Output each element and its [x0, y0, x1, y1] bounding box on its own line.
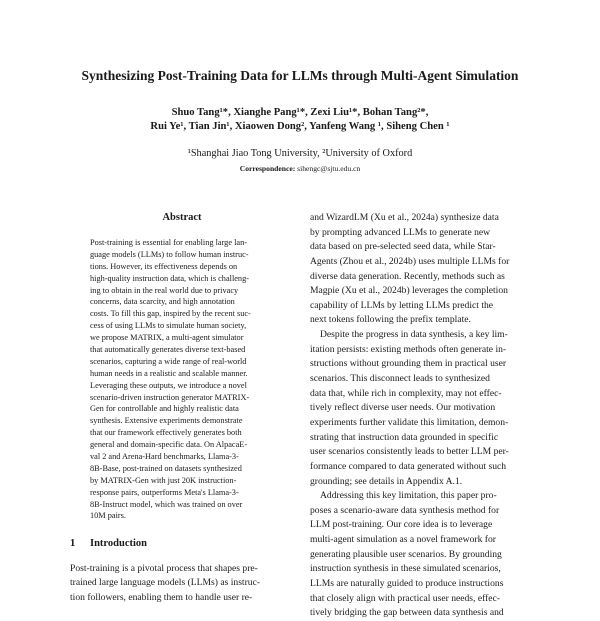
body-text-line: that closely align with practical user needs, effec- [310, 592, 501, 604]
body-text-line: multi-agent simulation as a novel framework for [310, 534, 496, 546]
body-text-line: poses a scenario-aware data synthesis method for [310, 504, 500, 516]
affiliations: ¹Shanghai Jiao Tong University, ²University of Oxford [187, 148, 413, 159]
abstract-line: by MATRIX-Gen with just 20K instruction- [90, 475, 237, 485]
body-text-line: and WizardLM (Xu et al., 2024a) synthesize data [310, 212, 499, 223]
abstract-line: high-quality instruction data, which is challeng- [90, 273, 249, 283]
abstract-line: we propose MATRIX, a multi-agent simulator [90, 333, 244, 343]
abstract-line: Post-training is essential for enabling large lan- [90, 238, 247, 247]
body-text-line: strating that instruction data grounded in specific [310, 431, 499, 443]
abstract-line: ing to obtain in the real world due to privacy [90, 285, 239, 295]
abstract-line: general and domain-specific data. On AlpacaE- [90, 440, 248, 450]
correspondence-label: Correspondence: [239, 164, 296, 173]
body-text-line: Magpie (Xu et al., 2024b) leverages the completion [310, 285, 508, 297]
body-text-line: next tokens following the prefix template. [310, 314, 471, 326]
body-text-line: capability of LLMs by letting LLMs predict the [310, 299, 494, 311]
abstract-line: cess of using LLMs to simulate human society, [90, 321, 247, 331]
section-title: Introduction [90, 538, 147, 549]
abstract-line: guage models (LLMs) to follow human instruc- [90, 249, 249, 259]
abstract-line: 10M pairs. [90, 511, 126, 521]
body-text-line: tively bridging the gap between data synthesis and [310, 607, 504, 619]
body-text-line: LLM post-training. Our core idea is to leverage [310, 519, 493, 531]
abstract-line: synthesis. Extensive experiments demonstrate [90, 416, 243, 426]
abstract-line: Gen for controllable and highly realistic data [90, 404, 239, 414]
body-text-line: user scenarios consistently leads to better LLM per- [310, 446, 509, 458]
abstract-line: that our framework effectively generates both [90, 428, 242, 438]
body-text-line: Agents (Zhou et al., 2024b) uses multiple LLMs for [310, 255, 510, 267]
body-text-line: data based on pre-selected seed data, while Star- [310, 241, 496, 253]
body-text-line: scenarios. This disconnect leads to synthesized [310, 373, 490, 385]
body-text-line: data that, while rich in complexity, may not effec- [310, 387, 502, 399]
abstract-line: response pairs, outperforms Meta's Llama-3- [90, 487, 239, 497]
abstract-line: scenario-driven instruction generator MATRIX- [90, 392, 250, 402]
introduction-body [70, 562, 300, 605]
correspondence-email: sihengc@sjtu.edu.cn [297, 164, 361, 173]
abstract-line: that automatically generates diverse text-based [90, 345, 246, 355]
abstract-line: scenarios, capturing a wide range of real-world [90, 356, 247, 366]
intro-line: Post-training is a pivotal process that shapes pre- [70, 563, 258, 574]
abstract-line: costs. To fill this gap, inspired by the recent suc- [90, 309, 251, 319]
paper-title: Synthesizing Post-Training Data for LLMs through Multi-Agent Simulation [81, 68, 519, 83]
section-number: 1 [70, 538, 76, 549]
body-text-line: itation persists: existing methods often generate in- [310, 343, 507, 355]
abstract-line: human needs in a realistic and scalable manner. [90, 368, 248, 378]
abstract-line: concerns, data scarcity, and high annotation [90, 297, 235, 307]
section-heading-introduction [70, 538, 147, 549]
abstract-line: 8B-Base, post-trained on datasets synthesized [90, 463, 242, 473]
intro-line: trained large language models (LLMs) as instruc- [70, 577, 261, 589]
abstract-body [90, 237, 275, 522]
authors-line-1: Shuo Tang¹*, Xianghe Pang¹*, Zexi Liu¹*, Bohan Tang²*, [171, 107, 429, 118]
body-text-line: diverse data generation. Recently, methods such as [310, 270, 505, 282]
body-text-line: Despite the progress in data synthesis, a key lim- [320, 329, 508, 341]
right-column-body [310, 211, 540, 621]
body-text-line: formance compared to data generated without such [310, 460, 507, 472]
body-text-line: by prompting advanced LLMs to generate new [310, 226, 491, 238]
abstract-line: tions. However, its effectiveness depends on [90, 261, 238, 271]
abstract-line: val 2 and Arena-Hard benchmarks, Llama-3- [90, 452, 239, 462]
intro-line: tion followers, enabling them to handle user re- [70, 591, 253, 603]
correspondence [60, 164, 540, 174]
body-text-line: instruction synthesis in these simulated scenarios, [310, 563, 501, 575]
abstract-heading: Abstract [162, 212, 202, 223]
body-text-line: tively reflect diverse user needs. Our motivation [310, 402, 496, 414]
body-text-line: structions without grounding them in practical user [310, 358, 507, 370]
authors-line-2: Rui Ye¹, Tian Jin¹, Xiaowen Dong², Yanfeng Wang ¹, Siheng Chen ¹ [150, 121, 450, 132]
abstract-line: Leveraging these outputs, we introduce a novel [90, 380, 247, 390]
body-text-line: generating plausible user scenarios. By grounding [310, 548, 502, 560]
body-text-line: LLMs are naturally guided to produce instructions [310, 578, 504, 590]
body-text-line: Addressing this key limitation, this paper pro- [320, 490, 497, 502]
abstract-line: 8B-Instruct model, which was trained on over [90, 499, 243, 509]
body-text-line: grounding; see details in Appendix A.1. [310, 475, 463, 487]
body-text-line: experiments further validate this limitation, demon- [310, 416, 509, 428]
